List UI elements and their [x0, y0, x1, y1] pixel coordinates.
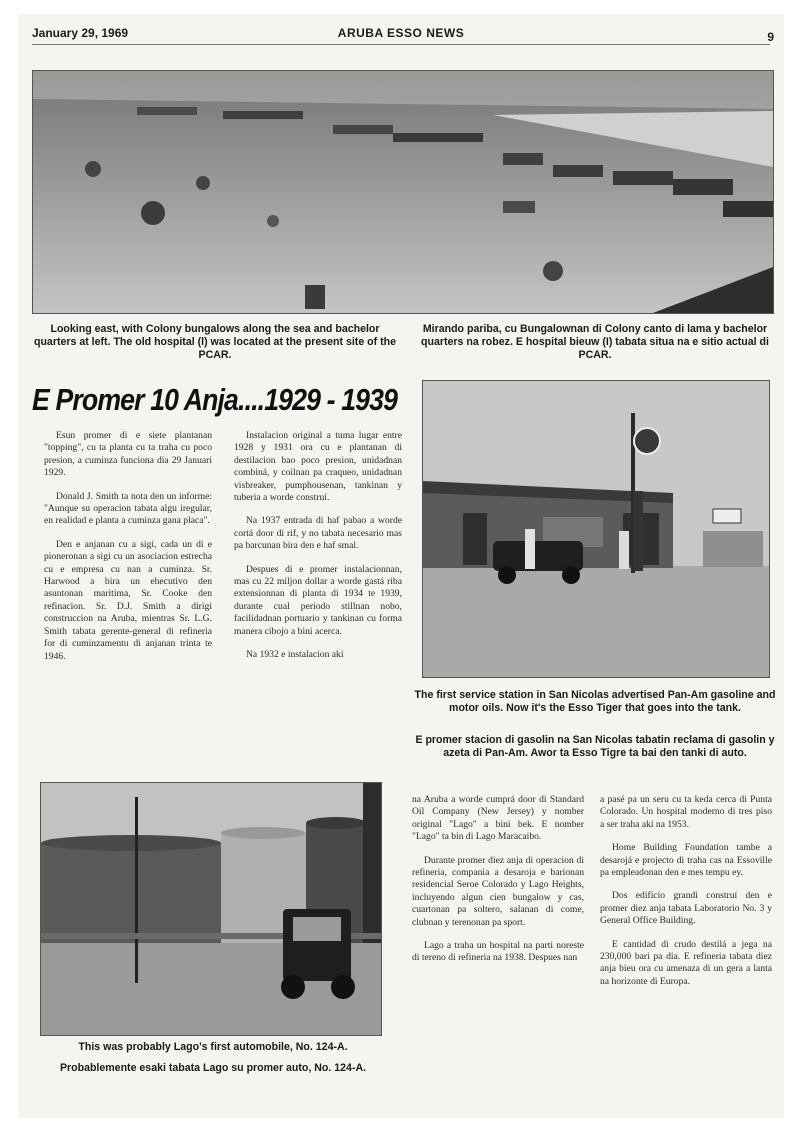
issue-date: January 29, 1969	[32, 26, 129, 40]
colony-caption-papiamento: Mirando pariba, cu Bungalownan di Colony canto di lama y bachelor quarters na robez. E hospital bieuw (I) tabata situa na e sitio actual di PCAR.	[421, 323, 769, 361]
column-2-paragraph: Despues di e promer instalacionnan, mas cu 22 miljon dollar a worde gastá riba extensionnan di planta di 1934 te 1939, durante cual periodo stillnan nobo, facilidadnan portuario y tankinan cu forma manera cibojo a bini acerca.	[234, 563, 402, 637]
article-column-3	[412, 794, 584, 976]
station-caption-papiamento: E promer stacion di gasolin na San Nicolas tabatin reclama di gasolin y azeta di Pan-Am. Awor ta Esso Tigre ta bai den tanki di auto.	[415, 734, 775, 759]
page-number: 9	[767, 30, 774, 44]
automobile-caption-english: This was probably Lago's first automobile, No. 124-A.	[78, 1041, 348, 1053]
article-headline: E Promer 10 Anja....1929 - 1939	[32, 382, 398, 417]
column-4-paragraph: a pasé pa un seru cu ta keda cerca di Punta Colorado. Un hospital moderno di tres piso a ser traha aki na 1953.	[600, 794, 772, 830]
newspaper-title: ARUBA ESSO NEWS	[337, 26, 465, 40]
column-3-paragraph: Lago a traha un hospital na parti noreste di tereno di refineria na 1938. Despues nan	[412, 940, 584, 964]
header-rule	[32, 44, 770, 45]
column-2-paragraph: Instalacion original a tuma lugar entre 1928 y 1931 ora cu e plantanan di destilacion bao poco presion, unidadnan combiná, y coilnan pa craqueo, unidadnan visbreaker, pumphousenan, tankinan y tuberia a worde construí.	[234, 430, 402, 504]
article-column-4	[600, 794, 772, 999]
column-4-paragraph: Dos edificio grandi construí den e promer diez anja tabata Laboratorio No. 3 y General Office Building.	[600, 890, 772, 927]
article-column-1	[44, 430, 212, 674]
colony-caption-english: Looking east, with Colony bungalows along the sea and bachelor quarters at left. The old hospital (l) was located at the present site of the PCAR.	[33, 323, 396, 361]
first-automobile-photo	[40, 782, 382, 1036]
column-4-paragraph: Home Building Foundation tambe a desarojá e projecto di traha cas na Essoville pa empleadonan den e mes tempu ey.	[600, 842, 772, 879]
service-station-photo	[422, 380, 770, 678]
column-1-paragraph: Esun promer di e siete plantanan "topping", cu ta planta cu ta traha cu poco presion, a cuminza funciona dia 29 Januari 1929.	[44, 430, 212, 479]
column-1-paragraph: Donald J. Smith ta nota den un informe: "Aunque su operacion tabata algu iregular, en realidad e planta a cuminza gana placa".	[44, 490, 212, 527]
column-2-paragraph: Na 1932 e instalacion aki	[246, 649, 344, 661]
automobile-caption-papiamento: Probablemente esaki tabata Lago su promer auto, No. 124-A.	[59, 1062, 367, 1074]
article-column-2	[234, 430, 402, 673]
column-2-paragraph: Na 1937 entrada di haf pabao a worde cortá door di rif, y no tabata necesario mas pa barcunan bira den e haf smal.	[234, 515, 402, 552]
column-4-paragraph: E cantidad di crudo destilá a jega na 230,000 bari pa dia. E refineria tabata diez anja bieu ora cu amenaza di un gera a lanta na horizonte di Europa.	[600, 938, 772, 987]
station-caption-english: The first service station in San Nicolas advertised Pan-Am gasoline and motor oils. Now it's the Esso Tiger that goes into the tank.	[414, 689, 776, 714]
column-1-paragraph: Den e anjanan cu a sigi, cada un di e pioneronan a sigi cu un asociacion estrecha cu e empresa cu nan a cuminza. Sr. Harwood a bira un ehecutivo den asuntonan maritima, Sr. Cooke den refinacion. Sr. D.J. Smith a dirigi construccion na Aruba, mientras Sr. L.G. Smith tabata gerente-general di refineria for di cuminzamentu di anjanan trinta te 1946.	[44, 538, 212, 662]
column-3-paragraph: Durante promer diez anja di operacion di refineria, compania a desaroja e barionan residencial Seroe Colorado y Lago Heights, incluyendo algun cien bungalow y cas, cuartonan pa soltero, salanan di come, clubnan y terenonan pa sport.	[412, 854, 584, 928]
newspaper-page	[18, 14, 784, 1118]
column-3-paragraph: na Aruba a worde cumprá door di Standard Oil Company (New Jersey) y nomber original "Lago" a bini bek. E nomber "Lago" ta bin di Lago Maracaibo.	[412, 794, 584, 843]
colony-panorama-photo	[32, 70, 774, 314]
